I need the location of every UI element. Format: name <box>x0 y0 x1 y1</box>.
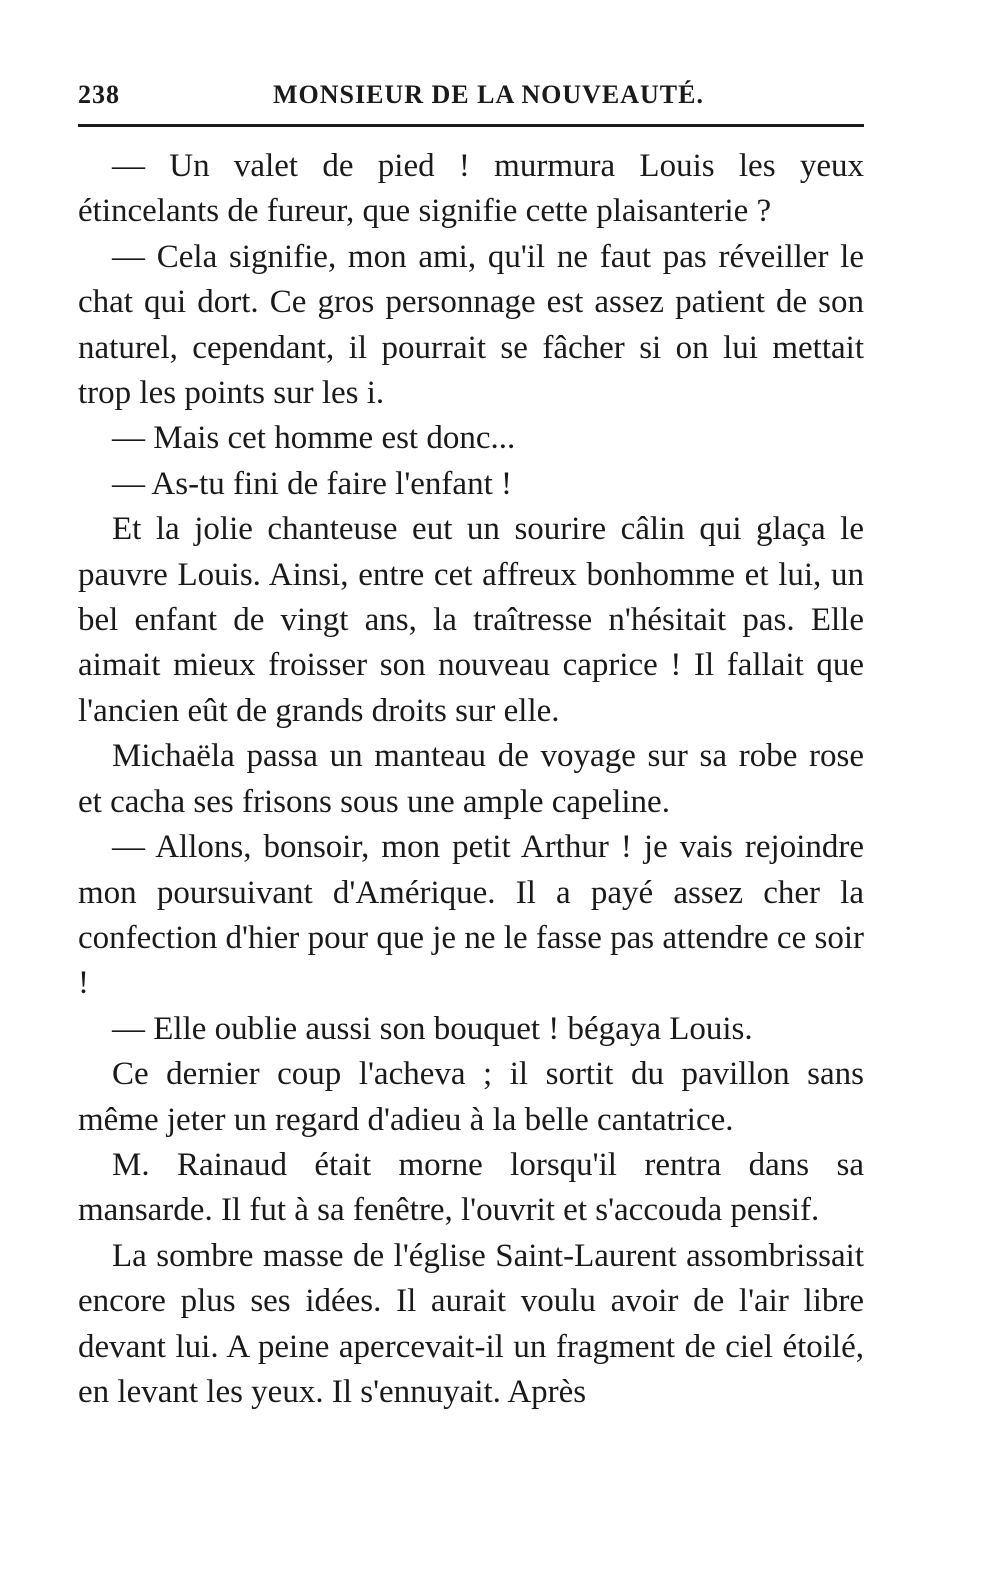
paragraph: — Cela signifie, mon ami, qu'il ne faut pas réveiller le chat qui dort. Ce gros personnage est assez patient de son naturel, cependant, il pourrait se fâcher si on lui mettait trop les points sur les i. <box>78 238 864 412</box>
paragraph: — Allons, bonsoir, mon petit Arthur ! je vais rejoindre mon poursuivant d'Amérique. Il a payé assez cher la confection d'hier pour que je ne le fasse pas attendre ce soir ! <box>78 829 864 1002</box>
paragraph: — Elle oublie aussi son bouquet ! bégaya Louis. <box>112 1010 753 1047</box>
paragraph: Et la jolie chanteuse eut un sourire câlin qui glaça le pauvre Louis. Ainsi, entre cet affreux bonhomme et lui, un bel enfant de vingt ans, la traîtresse n'hésitait pas. Elle aimait mieux froisser son nouveau caprice ! Il fallait que l'ancien eût de grands droits sur elle. <box>78 511 864 729</box>
running-head <box>78 72 864 118</box>
paragraph: Ce dernier coup l'acheva ; il sortit du pavillon sans même jeter un regard d'adieu à la belle cantatrice. <box>78 1056 864 1138</box>
page-number: 238 <box>78 80 120 109</box>
paragraph: La sombre masse de l'église Saint-Laurent assombrissait encore plus ses idées. Il aurait voulu avoir de l'air libre devant lui. A peine apercevait-il un fragment de ciel étoilé, en levant les yeux. Il s'ennuyait. Après <box>78 1237 864 1410</box>
paragraph: Michaëla passa un manteau de voyage sur sa robe rose et cacha ses frisons sous une ample capeline. <box>78 738 864 820</box>
running-title: MONSIEUR DE LA NOUVEAUTÉ. <box>273 80 704 109</box>
body-text <box>78 144 864 1415</box>
header-rule <box>78 124 864 127</box>
paragraph: — As-tu fini de faire l'enfant ! <box>112 465 512 502</box>
paragraph: — Un valet de pied ! murmura Louis les yeux étincelants de fureur, que signifie cette plaisanterie ? <box>78 148 864 230</box>
paragraph: — Mais cet homme est donc... <box>112 420 516 457</box>
book-page <box>78 72 864 1410</box>
paragraph: M. Rainaud était morne lorsqu'il rentra dans sa mansarde. Il fut à sa fenêtre, l'ouvrit et s'accouda pensif. <box>78 1146 864 1229</box>
